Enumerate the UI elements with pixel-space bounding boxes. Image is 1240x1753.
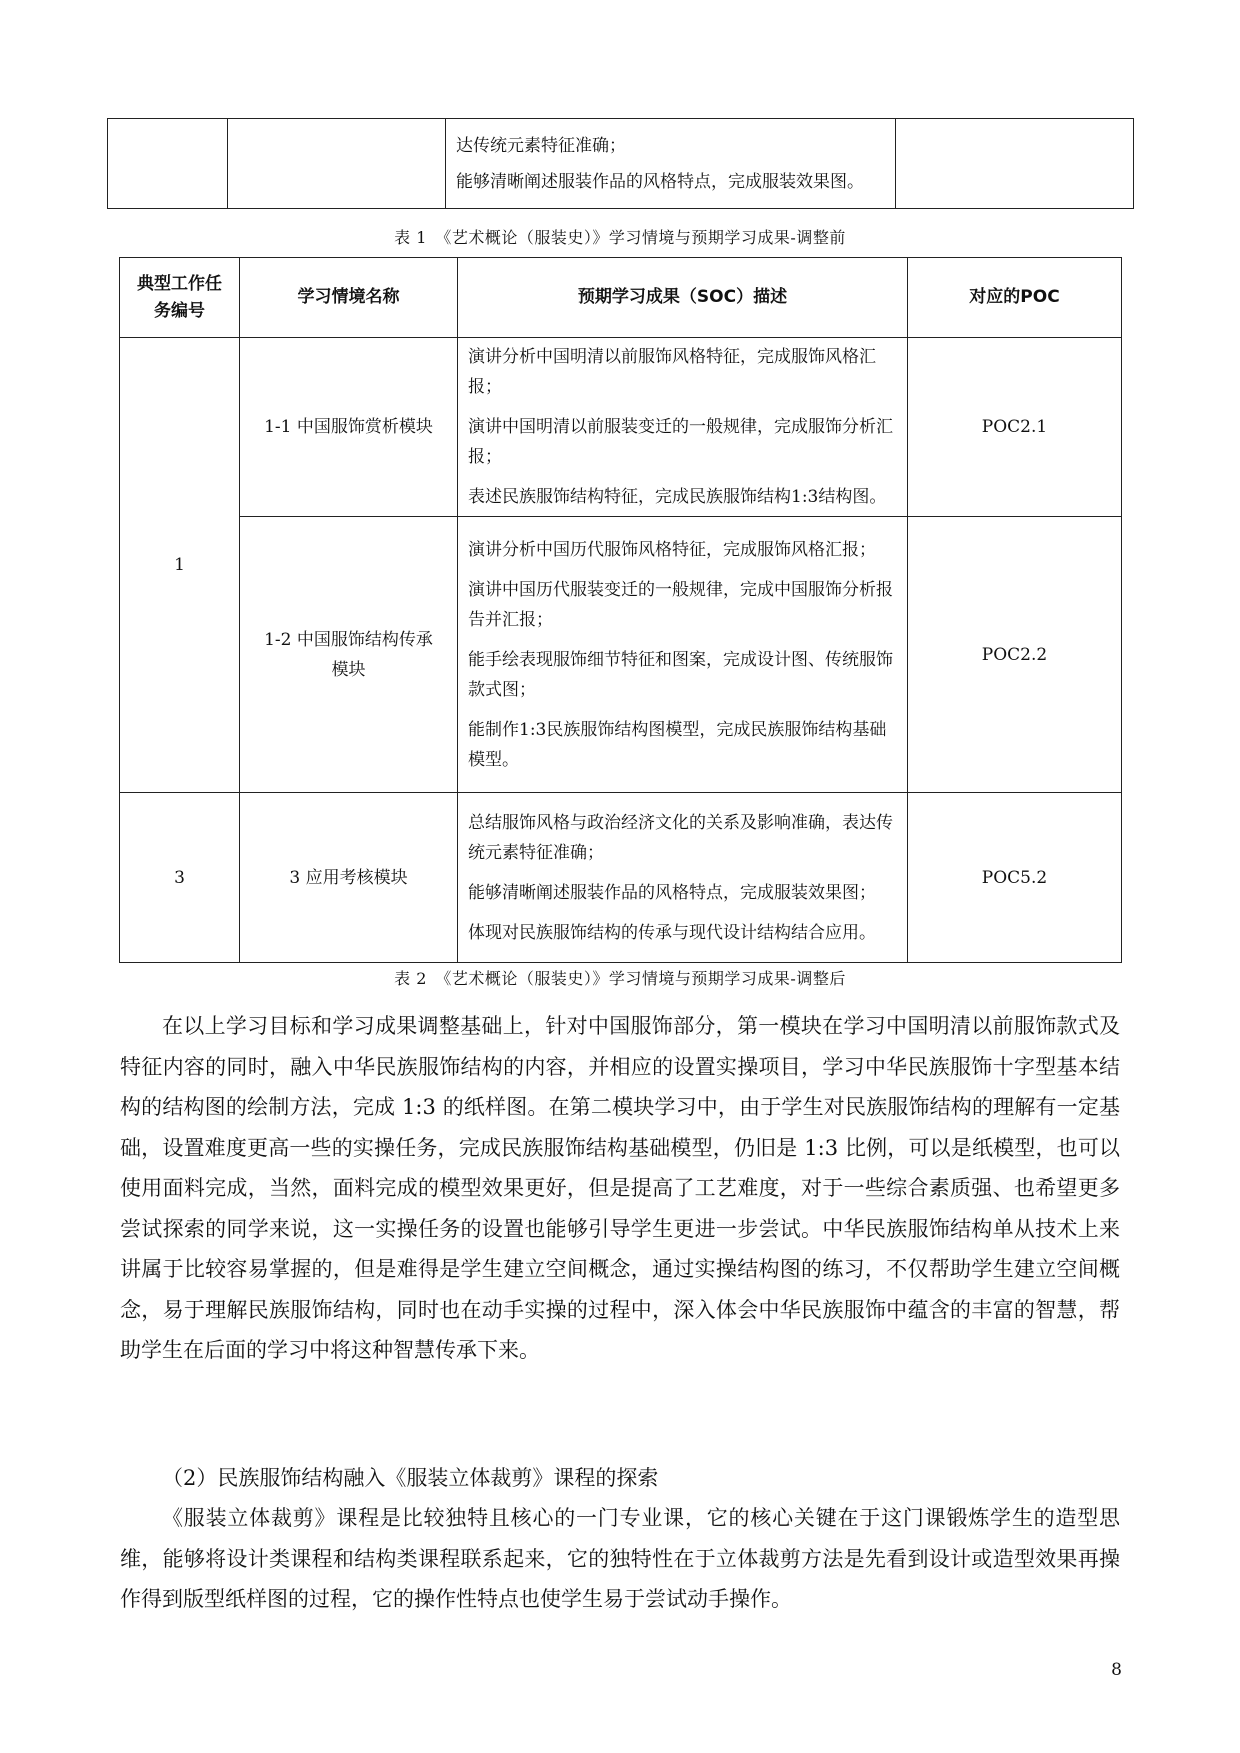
poc-cell <box>896 119 1134 209</box>
table-row <box>120 338 1122 517</box>
header-poc: 对应的POC <box>908 258 1122 338</box>
soc-line: 能够清晰阐述服装作品的风格特点，完成服装效果图。 <box>456 171 864 192</box>
soc-line: 演讲中国明清以前服装变迁的一般规律，完成服饰分析汇报； <box>468 417 893 467</box>
soc-line: 体现对民族服饰结构的传承与现代设计结构结合应用。 <box>468 922 876 943</box>
soc-line: 能够清晰阐述服装作品的风格特点，完成服装效果图； <box>468 882 876 903</box>
table-row <box>108 119 1134 209</box>
header-soc: 预期学习成果（SOC）描述 <box>458 258 908 338</box>
poc-cell: POC2.2 <box>908 517 1122 793</box>
table-row <box>120 517 1122 793</box>
soc-cell <box>458 793 908 963</box>
body-paragraph: 在以上学习目标和学习成果调整基础上，针对中国服饰部分，第一模块在学习中国明清以前服饰款式及特征内容的同时，融入中华民族服饰结构的内容，并相应的设置实操项目，学习中华民族服饰十字型基本结构的结构图的绘制方法，完成 1:3 的纸样图。在第二模块学习中，由于学生对民族服饰结构的理解有一定基础，设置难度更高一些的实操任务，完成民族服饰结构基础模型，仍旧是 1:3 比例，可以是纸模型，也可以使用面料完成，当然，面料完成的模型效果更好，但是提高了工艺难度，对于一些综合素质强、也希望更多尝试探索的同学来说，这一实操任务的设置也能够引导学生更进一步尝试。中华民族服饰结构单从技术上来讲属于比较容易掌握的，但是难得是学生建立空间概念，通过实操结构图的练习，不仅帮助学生建立空间概念，易于理解民族服饰结构，同时也在动手实操的过程中，深入体会中华民族服饰中蕴含的丰富的智慧，帮助学生在后面的学习中将这种智慧传承下来。 <box>120 1014 1120 1362</box>
task-cell: 3 <box>120 793 240 963</box>
situation-cell: 1-2 中国服饰结构传承模块 <box>240 517 458 793</box>
table-caption-2: 表 2 《艺术概论（服装史）》学习情境与预期学习成果-调整后 <box>394 969 846 988</box>
table-continuation <box>107 118 1134 209</box>
table-header-row <box>120 258 1122 338</box>
soc-line: 总结服饰风格与政治经济文化的关系及影响准确，表达传统元素特征准确； <box>468 812 893 863</box>
task-cell: 1 <box>120 338 240 793</box>
learning-outcomes-table <box>119 257 1122 963</box>
table-row <box>120 793 1122 963</box>
situation-cell: 1-1 中国服饰赏析模块 <box>240 338 458 517</box>
soc-line: 能制作1:3民族服饰结构图模型，完成民族服饰结构基础模型。 <box>468 719 887 770</box>
task-cell <box>108 119 228 209</box>
body-paragraph: 《服装立体裁剪》课程是比较独特且核心的一门专业课，它的核心关键在于这门课锻炼学生的造型思维，能够将设计类课程和结构类课程联系起来，它的独特性在于立体裁剪方法是先看到设计或造型效果再操作得到版型纸样图的过程，它的操作性特点也使学生易于尝试动手操作。 <box>120 1506 1120 1611</box>
poc-cell: POC5.2 <box>908 793 1122 963</box>
soc-line: 表述民族服饰结构特征，完成民族服饰结构1:3结构图。 <box>468 487 887 507</box>
header-task: 典型工作任务编号 <box>120 258 240 338</box>
soc-cell <box>458 517 908 793</box>
soc-line: 能手绘表现服饰细节特征和图案，完成设计图、传统服饰款式图； <box>468 649 893 700</box>
soc-cell <box>458 338 908 517</box>
soc-cell <box>446 119 896 209</box>
page-number: 8 <box>1111 1660 1122 1680</box>
soc-line: 演讲中国历代服装变迁的一般规律，完成中国服饰分析报告并汇报； <box>468 579 893 630</box>
situation-cell <box>228 119 446 209</box>
soc-line: 演讲分析中国历代服饰风格特征，完成服饰风格汇报； <box>468 539 876 560</box>
section-subheading: （2）民族服饰结构融入《服装立体裁剪》课程的探索 <box>162 1466 659 1490</box>
situation-cell: 3 应用考核模块 <box>240 793 458 963</box>
header-situation: 学习情境名称 <box>240 258 458 338</box>
soc-line: 达传统元素特征准确； <box>456 135 626 156</box>
soc-line: 演讲分析中国明清以前服饰风格特征，完成服饰风格汇报； <box>468 347 876 397</box>
table-caption-1: 表 1 《艺术概论（服装史）》学习情境与预期学习成果-调整前 <box>394 228 846 247</box>
poc-cell: POC2.1 <box>908 338 1122 517</box>
